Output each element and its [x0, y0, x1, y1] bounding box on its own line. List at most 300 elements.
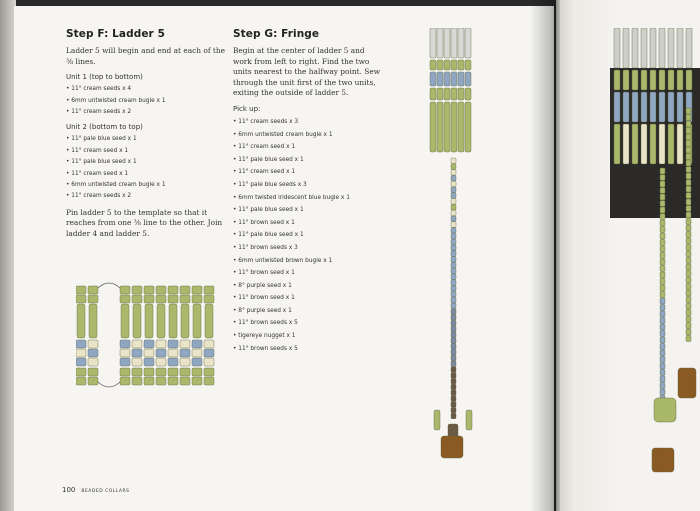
bead [623, 70, 629, 90]
bead [451, 326, 456, 332]
bead [444, 88, 450, 100]
bead [204, 295, 214, 303]
bead [660, 188, 665, 194]
bead [686, 134, 691, 140]
tigereye-nugget [652, 448, 674, 472]
bugle-bead [458, 102, 464, 152]
bead [451, 88, 457, 100]
unit1-heading: Unit 1 (top to bottom) [66, 73, 143, 82]
bead [660, 331, 665, 337]
list-item: • 11° cream seed x 1 [66, 170, 129, 177]
bugle-bead [686, 28, 692, 68]
bugle-bead [430, 102, 436, 152]
bead [168, 349, 178, 357]
bead [686, 232, 691, 238]
bead [660, 220, 665, 226]
bead [437, 72, 443, 86]
bead [156, 286, 166, 294]
bead [632, 70, 638, 90]
list-item: • 11° brown seeds x 5 [233, 320, 298, 327]
bead [120, 340, 130, 348]
bead [76, 349, 86, 357]
bead [451, 175, 456, 181]
bead [180, 295, 190, 303]
bead [88, 377, 98, 385]
bead [132, 340, 142, 348]
page-number: 100 [62, 486, 76, 494]
bead [451, 233, 456, 239]
bugle-bead [444, 102, 450, 152]
bead [451, 332, 456, 338]
list-item: • 11° pale blue seed x 1 [233, 207, 304, 214]
bead [660, 253, 665, 259]
bead [451, 349, 456, 355]
bead [132, 286, 142, 294]
list-item: • 11° cream seeds x 2 [66, 193, 132, 200]
bead [451, 407, 456, 413]
bugle-bead [133, 304, 141, 338]
bead [156, 349, 166, 357]
bead [168, 286, 178, 294]
bugle-bead [193, 304, 201, 338]
step-f-intro: Ladder 5 will begin and end at each of the ⅜ lines. [66, 46, 226, 66]
bead [451, 373, 456, 379]
bead [686, 310, 691, 316]
bead [451, 60, 457, 70]
bead [434, 410, 440, 430]
bead [132, 368, 142, 376]
bead [76, 368, 86, 376]
bugle-bead [614, 28, 620, 68]
bead [451, 239, 456, 245]
bead [192, 286, 202, 294]
bead [641, 124, 647, 164]
bead [156, 340, 166, 348]
list-item: • 6mm untwisted cream bugle x 1 [66, 182, 166, 189]
bead [660, 292, 665, 298]
bead [660, 389, 665, 395]
bead [444, 72, 450, 86]
bugle-bead [650, 28, 656, 68]
bead [156, 295, 166, 303]
bead [156, 377, 166, 385]
bead [623, 92, 629, 122]
bead [660, 233, 665, 239]
bead [451, 355, 456, 361]
bugle-bead [458, 28, 464, 58]
bead [660, 324, 665, 330]
bead [451, 367, 456, 373]
list-item: • 8° purple seed x 1 [233, 282, 292, 289]
list-item: • 11° pale blue seeds x 3 [233, 181, 307, 188]
bead [192, 295, 202, 303]
bead [88, 358, 98, 366]
bead [144, 286, 154, 294]
bead [120, 368, 130, 376]
bead [686, 212, 691, 218]
bead [120, 286, 130, 294]
bead [660, 376, 665, 382]
bead [144, 377, 154, 385]
bead [88, 340, 98, 348]
bead [88, 286, 98, 294]
bead [641, 70, 647, 90]
bugle-bead [205, 304, 213, 338]
bead [192, 358, 202, 366]
bead [144, 358, 154, 366]
bugle-bead [641, 28, 647, 68]
bead [632, 124, 638, 164]
unit2-heading: Unit 2 (bottom to top) [66, 123, 143, 132]
bead [451, 193, 456, 199]
thread-line [98, 283, 120, 387]
bugle-bead [121, 304, 129, 338]
bead [88, 368, 98, 376]
bugle-bead [444, 28, 450, 58]
bead [686, 180, 691, 186]
bugle-bead [465, 28, 471, 58]
bead [677, 124, 683, 164]
list-item: • 11° brown seed x 1 [233, 219, 295, 226]
bead [686, 329, 691, 335]
ladder-illustration [76, 282, 226, 392]
bead [686, 251, 691, 257]
bugle-bead [451, 102, 457, 152]
step-g-column [233, 28, 383, 360]
bugle-bead [437, 102, 443, 152]
bead [204, 377, 214, 385]
bead [660, 350, 665, 356]
bead [686, 121, 691, 127]
bead [660, 337, 665, 343]
bead [668, 92, 674, 122]
bead [451, 291, 456, 297]
bead [451, 274, 456, 280]
bugle-bead [145, 304, 153, 338]
bead [660, 311, 665, 317]
list-item: • 6mm untwisted cream bugle x 1 [233, 131, 333, 138]
bead [204, 340, 214, 348]
page-footer [62, 486, 129, 494]
bead [451, 164, 456, 170]
bead [132, 377, 142, 385]
bead [650, 124, 656, 164]
bead [686, 108, 691, 114]
bead [451, 72, 457, 86]
bead [192, 377, 202, 385]
pickup-label: Pick up: [233, 104, 261, 113]
step-f-column [66, 28, 226, 246]
list-item: • 11° cream seeds x 2 [66, 109, 132, 115]
bugle-bead [181, 304, 189, 338]
bead [660, 175, 665, 181]
bead [430, 72, 436, 86]
bead [132, 295, 142, 303]
bead [660, 207, 665, 213]
bead [192, 340, 202, 348]
bead [451, 187, 456, 193]
bead [677, 70, 683, 90]
bead [451, 338, 456, 344]
bead [192, 368, 202, 376]
tigereye-nugget [678, 368, 696, 398]
bead [660, 318, 665, 324]
bead [437, 60, 443, 70]
bead [686, 206, 691, 212]
list-item: • 6mm untwisted cream bugle x 1 [66, 97, 166, 104]
bead [144, 368, 154, 376]
bead [686, 284, 691, 290]
bead [156, 358, 166, 366]
list-item: • 11° brown seed x 1 [233, 270, 295, 277]
bugle-bead [157, 304, 165, 338]
bead [458, 88, 464, 100]
bead [451, 402, 456, 408]
bead [686, 141, 691, 147]
bead [660, 285, 665, 291]
bead [458, 72, 464, 86]
bead [451, 378, 456, 384]
bead [444, 60, 450, 70]
bead [204, 368, 214, 376]
bead [660, 370, 665, 376]
bead [650, 70, 656, 90]
bead [132, 349, 142, 357]
bead [451, 309, 456, 315]
book-gutter [530, 0, 560, 511]
bead [686, 147, 691, 153]
bead [451, 204, 456, 210]
bead [668, 124, 674, 164]
bead [204, 349, 214, 357]
step-g-heading: Step G: Fringe [233, 28, 320, 40]
bead [451, 384, 456, 390]
bugle-bead [77, 304, 85, 338]
bead [686, 245, 691, 251]
bead [451, 320, 456, 326]
list-item: • 11° pale blue seed x 1 [66, 136, 137, 143]
bead [660, 214, 665, 220]
bead [180, 340, 190, 348]
bead [458, 60, 464, 70]
bead [660, 357, 665, 363]
bead [168, 340, 178, 348]
bead [686, 316, 691, 322]
bead [168, 358, 178, 366]
bead [88, 295, 98, 303]
bead [451, 170, 456, 176]
bead [144, 340, 154, 348]
bead [686, 219, 691, 225]
bead [120, 349, 130, 357]
tigereye-nugget [441, 436, 463, 458]
bead [686, 70, 692, 90]
list-item: • 8° purple seed x 1 [233, 307, 292, 314]
bead [466, 410, 472, 430]
bead [614, 70, 620, 90]
bead [76, 377, 86, 385]
bead [614, 92, 620, 122]
pickup-list [233, 116, 383, 355]
bead [120, 358, 130, 366]
bead [686, 167, 691, 173]
unit1-list [66, 84, 226, 118]
bead [168, 377, 178, 385]
bead [451, 158, 456, 164]
bead [686, 264, 691, 270]
bead [686, 323, 691, 329]
bugle-bead [677, 28, 683, 68]
bead [677, 92, 683, 122]
bead [686, 225, 691, 231]
unit2-list [66, 134, 226, 202]
bead [660, 344, 665, 350]
bead [650, 92, 656, 122]
bead [660, 305, 665, 311]
bead [168, 295, 178, 303]
bead [204, 286, 214, 294]
bugle-bead [169, 304, 177, 338]
bead [120, 377, 130, 385]
bead [168, 368, 178, 376]
bead [654, 398, 676, 422]
bead [76, 340, 86, 348]
bugle-bead [451, 28, 457, 58]
bugle-bead [659, 28, 665, 68]
bead [451, 181, 456, 187]
bead [76, 286, 86, 294]
bead [686, 290, 691, 296]
bead [132, 358, 142, 366]
bead [686, 303, 691, 309]
bead [451, 257, 456, 263]
bead [660, 383, 665, 389]
bead [686, 128, 691, 134]
bead [451, 245, 456, 251]
bead [660, 240, 665, 246]
bead [180, 368, 190, 376]
bead [451, 390, 456, 396]
bead [686, 186, 691, 192]
bead [120, 295, 130, 303]
bead [144, 349, 154, 357]
bead [465, 60, 471, 70]
step-f-heading: Step F: Ladder 5 [66, 28, 165, 40]
bead [451, 413, 456, 419]
bead [660, 246, 665, 252]
bead [451, 228, 456, 234]
bugle-bead [465, 102, 471, 152]
bead [180, 358, 190, 366]
list-item: • 11° brown seeds x 5 [233, 345, 298, 352]
bead [451, 210, 456, 216]
bead [76, 295, 86, 303]
bead [632, 92, 638, 122]
list-item: • 11° cream seeds x 4 [66, 86, 132, 93]
bead [614, 124, 620, 164]
bead [465, 88, 471, 100]
bead [451, 251, 456, 256]
bugle-bead [632, 28, 638, 68]
bead [660, 194, 665, 200]
bead [430, 88, 436, 100]
bead [686, 193, 691, 199]
bead [660, 363, 665, 369]
bead [451, 216, 456, 222]
bead [451, 222, 456, 228]
bead [465, 72, 471, 86]
fringe-illustration [420, 28, 490, 468]
bead [451, 361, 456, 367]
bead [451, 199, 456, 205]
list-item: • 11° cream seed x 1 [233, 144, 296, 151]
bead [660, 201, 665, 207]
bead [451, 396, 456, 402]
bead [180, 349, 190, 357]
bead [451, 297, 456, 303]
bugle-bead [668, 28, 674, 68]
step-f-closing: Pin ladder 5 to the template so that it reaches from one ⅜ line to the other. Join ladder 4 and ladder 5. [66, 207, 223, 239]
bead [451, 303, 456, 309]
bead [686, 238, 691, 244]
bead [451, 262, 456, 268]
bead [76, 358, 86, 366]
bead [180, 286, 190, 294]
bead [660, 298, 665, 304]
list-item: • 11° cream seeds x 3 [233, 118, 299, 125]
list-item: • 11° cream seed x 1 [233, 169, 296, 176]
bead [437, 88, 443, 100]
list-item: • 6mm twisted iridescent blue bugle x 1 [233, 194, 350, 201]
bead [668, 70, 674, 90]
bead [156, 368, 166, 376]
list-item: • 11° brown seeds x 3 [233, 244, 298, 251]
bead [451, 280, 456, 286]
list-item: • 11° pale blue seed x 1 [233, 156, 304, 163]
bead [686, 258, 691, 264]
bead [659, 92, 665, 122]
bead [623, 124, 629, 164]
bead [430, 60, 436, 70]
right-page-fringe-photo [600, 28, 700, 488]
bead [659, 124, 665, 164]
section-title: BEADED COLLARS [81, 489, 130, 494]
bead [659, 70, 665, 90]
list-item: • 11° brown seed x 1 [233, 295, 295, 302]
bead [660, 279, 665, 285]
bugle-bead [623, 28, 629, 68]
list-item: • 11° pale blue seed x 1 [66, 159, 137, 166]
bead [686, 297, 691, 303]
bead [686, 199, 691, 205]
list-item: • 6mm untwisted brown bugle x 1 [233, 257, 333, 264]
list-item: • tigereye nugget x 1 [233, 333, 296, 340]
bugle-bead [437, 28, 443, 58]
bead [686, 173, 691, 179]
bead [686, 160, 691, 166]
bead [686, 115, 691, 121]
bead [660, 272, 665, 278]
bead [204, 358, 214, 366]
list-item: • 11° cream seed x 1 [66, 147, 129, 154]
bead [660, 227, 665, 233]
bugle-bead [89, 304, 97, 338]
bead [686, 277, 691, 283]
bead [88, 349, 98, 357]
bead [686, 271, 691, 277]
bead [144, 295, 154, 303]
bead [660, 168, 665, 174]
